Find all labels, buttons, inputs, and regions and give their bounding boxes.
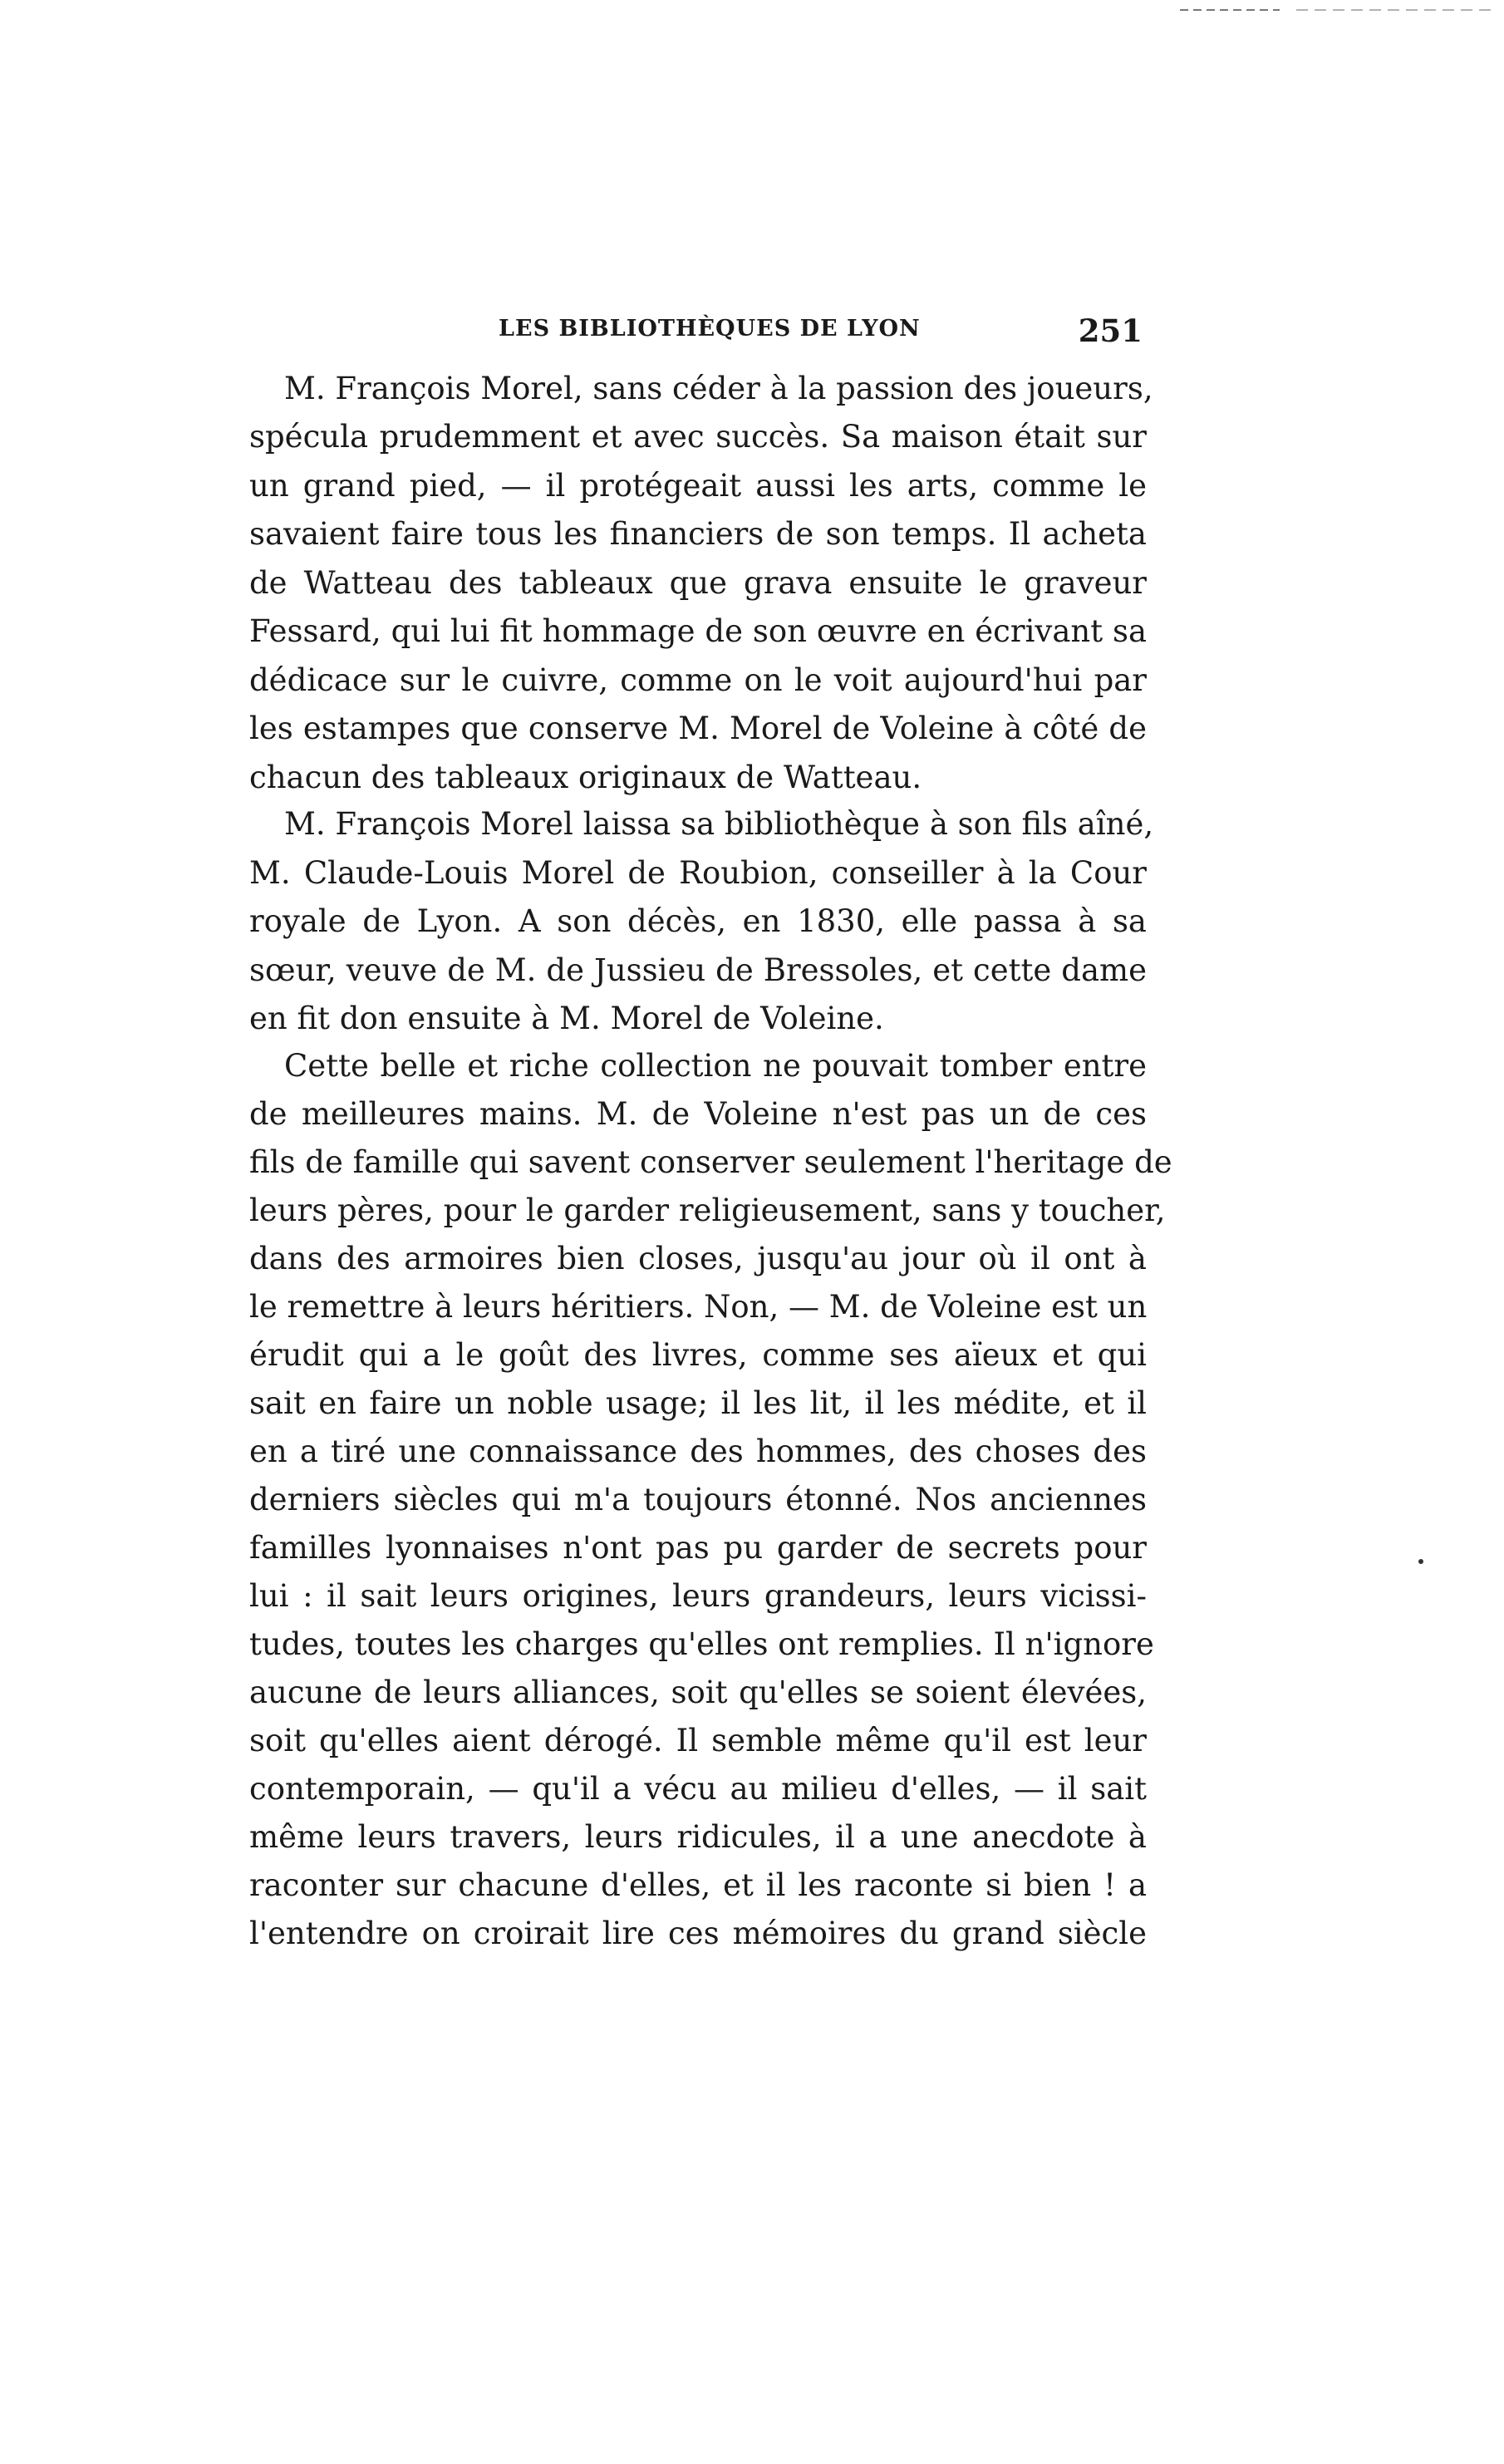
text-line: chacun des tableaux originaux de Watteau. bbox=[249, 760, 922, 795]
text-line: fils de famille qui savent conserver seulement l'heritage de bbox=[249, 1144, 1172, 1180]
text-line: Cette belle et riche collection ne pouvait tomber entre bbox=[284, 1048, 1147, 1084]
text-line: dédicace sur le cuivre, comme on le voit aujourd'hui par bbox=[249, 662, 1147, 698]
text-line: leurs pères, pour le garder religieusement, sans y toucher, bbox=[249, 1193, 1166, 1228]
running-head bbox=[249, 312, 1159, 356]
text-line: dans des armoires bien closes, jusqu'au jour où il ont à bbox=[249, 1241, 1147, 1276]
text-line: les estampes que conserve M. Morel de Voleine à côté de bbox=[249, 711, 1147, 746]
text-line: raconter sur chacune d'elles, et il les raconte si bien ! a bbox=[249, 1867, 1147, 1903]
text-line: sait en faire un noble usage; il les lit, il les médite, et il bbox=[249, 1385, 1147, 1421]
text-line: en fit don ensuite à M. Morel de Voleine. bbox=[249, 1001, 884, 1036]
running-title: LES BIBLIOTHÈQUES DE LYON bbox=[499, 316, 921, 342]
margin-ink-dot bbox=[1418, 1559, 1423, 1564]
text-line: en a tiré une connaissance des hommes, des choses des bbox=[249, 1434, 1147, 1469]
text-line: même leurs travers, leurs ridicules, il a une anecdote à bbox=[249, 1819, 1147, 1855]
text-line: savaient faire tous les financiers de son temps. Il acheta bbox=[249, 516, 1147, 552]
text-line: familles lyonnaises n'ont pas pu garder de secrets pour bbox=[249, 1530, 1147, 1566]
top-edge-mark bbox=[1180, 7, 1496, 13]
text-line: M. Claude-Louis Morel de Roubion, conseiller à la Cour bbox=[249, 855, 1147, 891]
text-line: le remettre à leurs héritiers. Non, — M. de Voleine est un bbox=[249, 1289, 1148, 1325]
text-line: royale de Lyon. A son décès, en 1830, elle passa à sa bbox=[249, 903, 1147, 939]
text-line: l'entendre on croirait lire ces mémoires du grand siècle bbox=[249, 1916, 1147, 1951]
text-line: un grand pied, — il protégeait aussi les arts, comme le bbox=[249, 468, 1147, 504]
text-line: de meilleures mains. M. de Voleine n'est pas un de ces bbox=[249, 1096, 1147, 1132]
page-number: 251 bbox=[1078, 312, 1143, 349]
text-line: M. François Morel laissa sa bibliothèque à son fils aîné, bbox=[284, 806, 1154, 842]
text-line: aucune de leurs alliances, soit qu'elles se soient élevées, bbox=[249, 1675, 1147, 1710]
text-line: érudit qui a le goût des livres, comme ses aïeux et qui bbox=[249, 1337, 1147, 1373]
text-line: spécula prudemment et avec succès. Sa maison était sur bbox=[249, 419, 1147, 455]
text-line: de Watteau des tableaux que grava ensuite le graveur bbox=[249, 565, 1147, 601]
text-line: sœur, veuve de M. de Jussieu de Bressoles, et cette dame bbox=[249, 952, 1147, 988]
text-line: Fessard, qui lui fit hommage de son œuvre en écrivant sa bbox=[249, 613, 1147, 649]
text-line: tudes, toutes les charges qu'elles ont remplies. Il n'ignore bbox=[249, 1626, 1154, 1662]
text-line: contemporain, — qu'il a vécu au milieu d'elles, — il sait bbox=[249, 1771, 1147, 1807]
text-line: lui : il sait leurs origines, leurs grandeurs, leurs vicissi- bbox=[249, 1578, 1147, 1614]
text-line: soit qu'elles aient dérogé. Il semble même qu'il est leur bbox=[249, 1723, 1147, 1758]
text-line: derniers siècles qui m'a toujours étonné. Nos anciennes bbox=[249, 1482, 1147, 1517]
text-line: M. François Morel, sans céder à la passion des joueurs, bbox=[284, 371, 1153, 406]
